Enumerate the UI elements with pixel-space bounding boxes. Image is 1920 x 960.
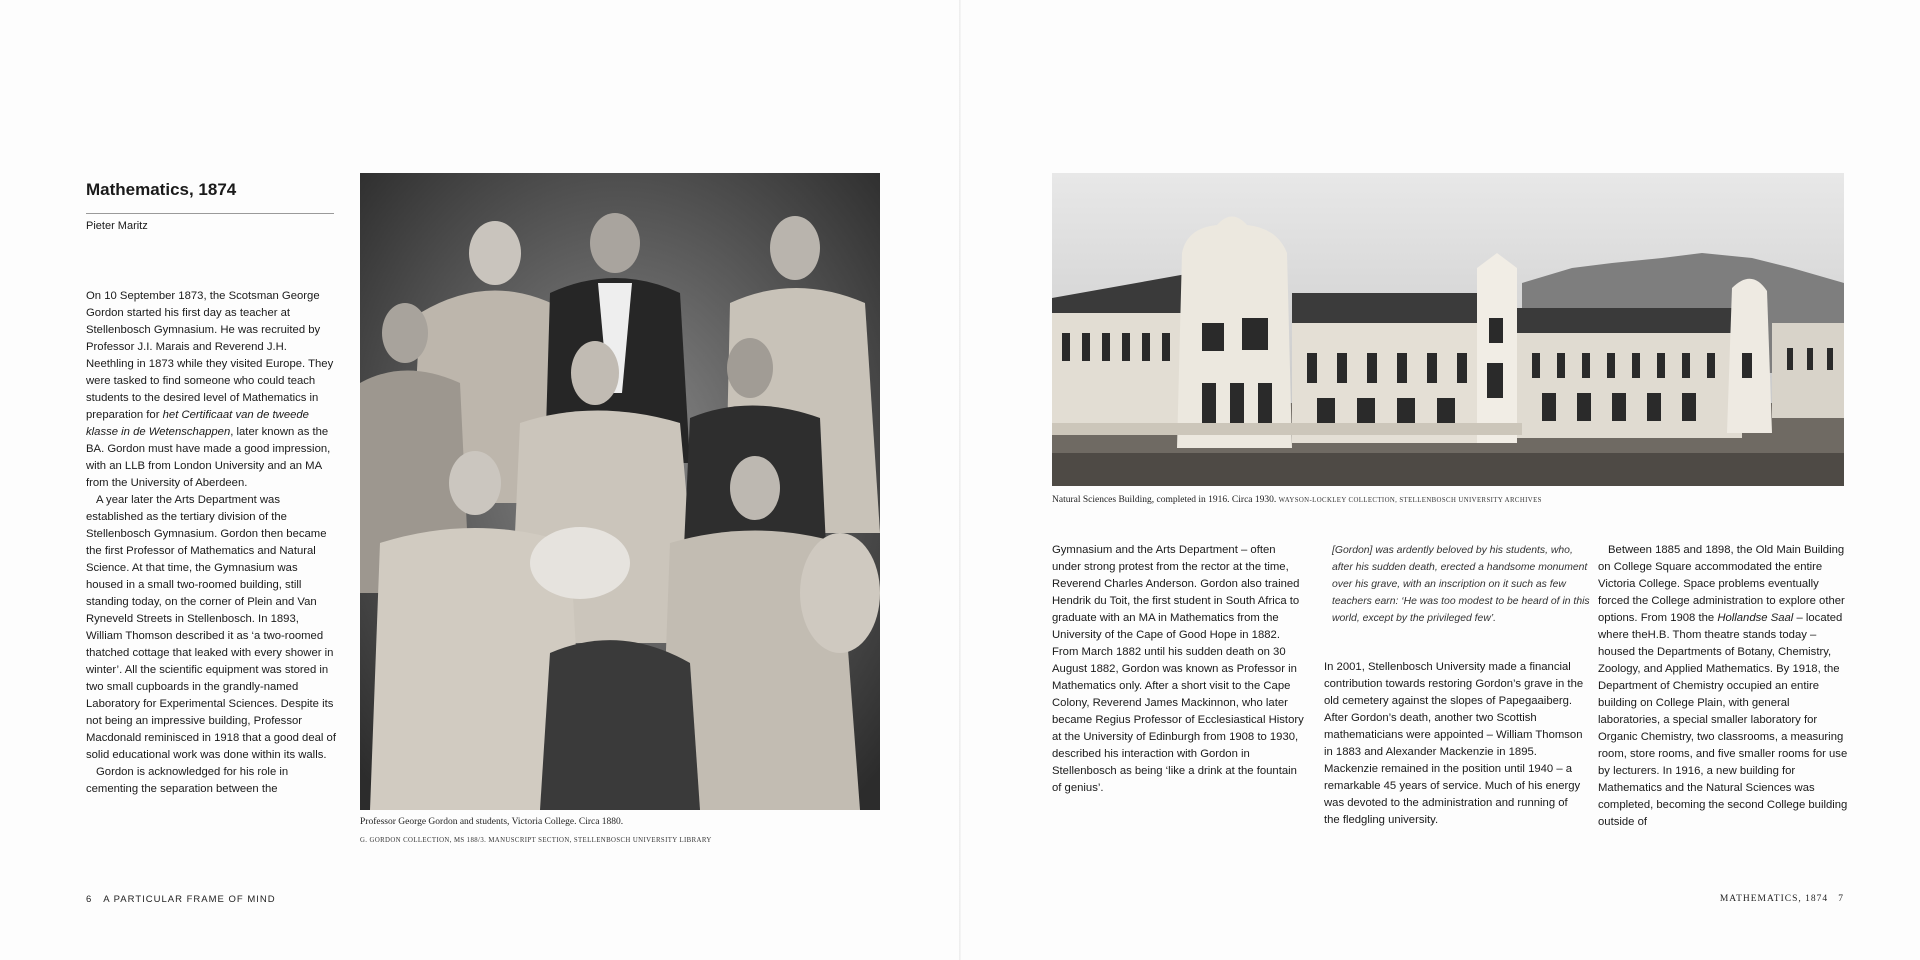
portrait-caption: Professor George Gordon and students, Victoria College. Circa 1880.: [360, 817, 624, 827]
book-title-running-head: A PARTICULAR FRAME OF MIND: [103, 894, 276, 905]
building-credit: WAYSON-LOCKLEY COLLECTION, STELLENBOSCH UNIVERSITY ARCHIVES: [1278, 497, 1542, 504]
page-number-left: 6: [86, 894, 93, 905]
right-text-column-3: [1598, 542, 1848, 831]
right-text-column-1: [1052, 542, 1304, 797]
paragraph-2: A year later the Arts Department was established as the tertiary division of the Stellenbosch Gymnasium. Gordon then became the first Professor of Mathematics and Natural Science. At that time, the Gymnasium was housed in a small two-roomed building, still standing today, on the corner of Plein and Van Ryneveld Streets in Stellenbosch. In 1893, William Thomson described it as ‘a two-roomed thatched cottage that leaked with every shower in winter’. All the scientific equipment was stored in two small cupboards in the grandly-named Laboratory for Experimental Sciences. Despite its not being an impressive building, Professor Macdonald reminisced in 1918 that a good deal of solid educational work was done within its walls.: [86, 494, 336, 761]
natural-sciences-building-image: [1052, 173, 1844, 486]
right-folio: [1720, 894, 1844, 904]
pull-quote: [Gordon] was ardently beloved by his students, who, after his sudden death, erected a handsome monument over his grave, with an inscription on it such as few teachers earn: ‘He was too modest to be heard of in this world, except by the privileged few’.: [1332, 545, 1590, 624]
italic-hollandse-saal: Hollandse Saal: [1717, 612, 1794, 624]
right-text-column-2: [1324, 659, 1584, 829]
chapter-running-head: MATHEMATICS, 1874: [1719, 894, 1829, 904]
italic-phrase: het Certificaat van de tweede klasse in de Wetenschappen: [86, 409, 309, 438]
building-photo: [1052, 173, 1844, 486]
book-spine: [959, 0, 961, 960]
left-text-column: [86, 288, 336, 798]
chapter-author: Pieter Maritz: [86, 220, 148, 232]
paragraph-6-rest: – located where theH.B. Thom theatre stands today – housed the Departments of Botany, Chemistry, Zoology, and Applied Mathematics. By 1918, the Department of Chemistry occupied an entire building on College Plain, with general laboratories, a special smaller laboratory for Organic Chemistry, two classrooms, a measuring room, store rooms, and five smaller rooms for use by lecturers. In 1916, a new building for Mathematics and the Natural Sciences was completed, becoming the second College building outside of: [1598, 612, 1848, 828]
paragraph-6: [1598, 542, 1848, 831]
left-folio: [86, 894, 276, 905]
portrait-credit: G. GORDON COLLECTION, MS 188/3. MANUSCRIPT SECTION, STELLENBOSCH UNIVERSITY LIBRARY: [360, 837, 712, 844]
title-rule: [86, 213, 334, 214]
paragraph-4: Gymnasium and the Arts Department – often under strong protest from the rector at the time, Reverend Charles Anderson. Gordon also trained Hendrik du Toit, the first student in South Africa to graduate with an MA in Mathematics from the University of the Cape of Good Hope in 1882. From March 1882 until his sudden death on 30 August 1882, Gordon was known as Professor in Mathematics only. After a short visit to the Cape Colony, Reverend James Mackinnon, who later became Regius Professor of Ecclesiastical History at the University of Edinburgh from 1908 to 1930, described his interaction with Gordon in Stellenbosch as being ‘like a drink at the fountain of genius’.: [1052, 544, 1304, 794]
building-caption-text: Natural Sciences Building, completed in 1916. Circa 1930.: [1052, 495, 1277, 505]
group-portrait-image: [360, 173, 880, 810]
paragraph-1: On 10 September 1873, the Scotsman George Gordon started his first day as teacher at Stellenbosch Gymnasium. He was recruited by Professor J.I. Marais and Reverend J.H. Neethling in 1873 while they visited Europe. They were tasked to find someone who could teach students to the desired level of Mathematics in preparation for het Certificaat van de tweede klasse in de Wetenschappen, later known as the BA. Gordon must have made a good impression, with an LLB from London University and an MA from the University of Aberdeen.: [86, 290, 334, 489]
building-caption: [1052, 495, 1844, 505]
page-number-right: 7: [1838, 894, 1844, 904]
paragraph-6-text: Between 1885 and 1898, the Old Main Building on College Square accommodated the entire Victoria College. Space problems eventually forced the College administration to explore other options. From 1908 the: [1598, 544, 1845, 624]
group-portrait-photo: [360, 173, 880, 810]
paragraph-5: In 2001, Stellenbosch University made a financial contribution towards restoring Gordon’s grave in the old cemetery against the slopes of Papegaaiberg. After Gordon’s death, another two Scottish mathematicians were appointed – William Thomson in 1883 and Alexander Mackenzie in 1895. Mackenzie remained in the position until 1940 – a remarkable 45 years of service. Much of his energy was devoted to the administration and running of the fledgling university.: [1324, 661, 1584, 826]
paragraph-3: Gordon is acknowledged for his role in cementing the separation between the: [86, 766, 289, 795]
chapter-title: Mathematics, 1874: [86, 180, 237, 199]
